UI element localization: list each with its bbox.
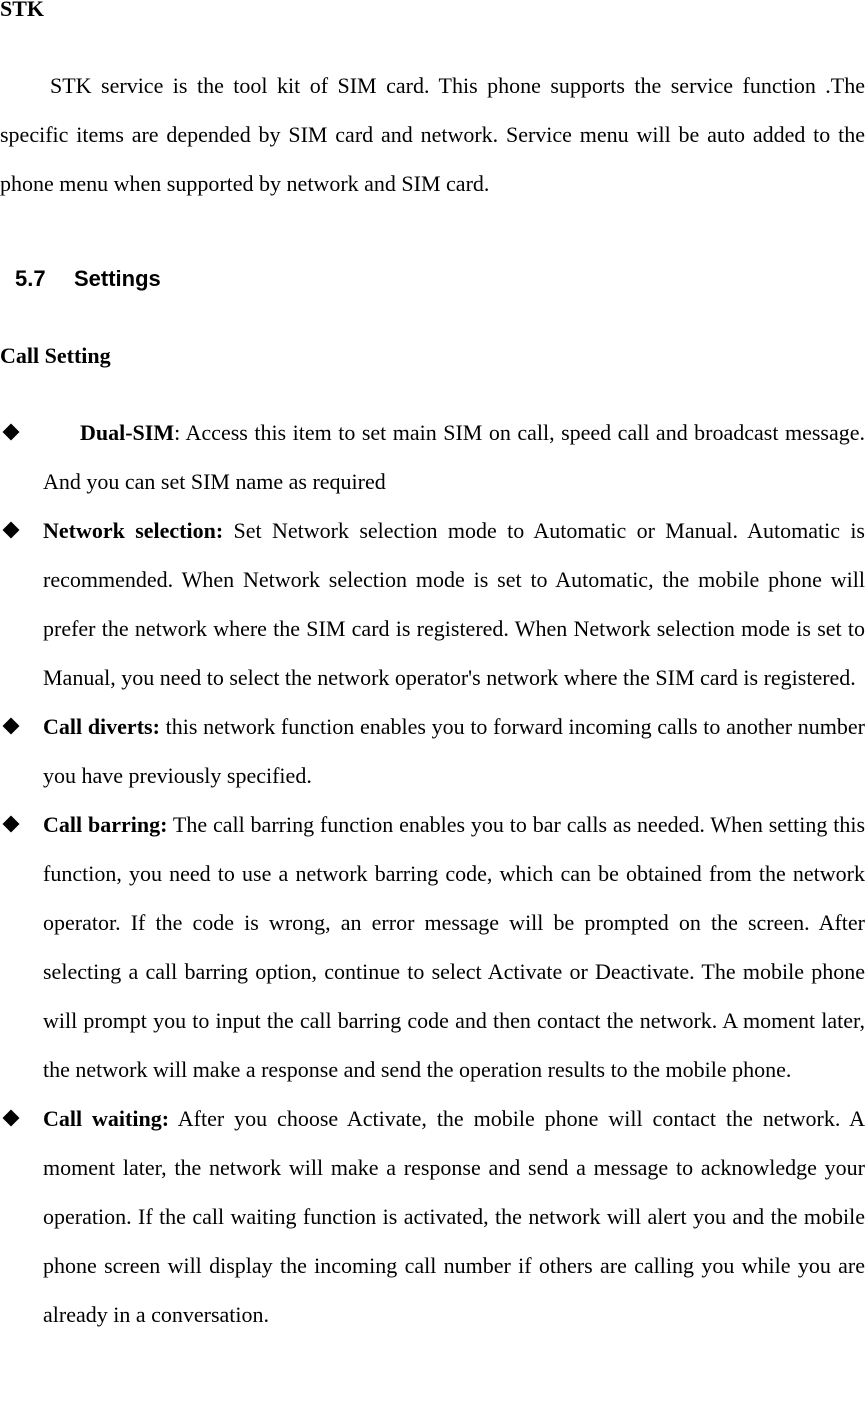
diamond-bullet-icon <box>3 424 20 441</box>
item-term: Call barring: <box>43 812 168 837</box>
diamond-bullet-icon <box>3 718 20 735</box>
item-term: Call diverts: <box>43 714 160 739</box>
diamond-bullet-icon <box>3 816 20 833</box>
call-setting-list <box>0 408 865 1339</box>
item-term: Call waiting: <box>43 1106 170 1131</box>
section-title: Settings <box>74 266 161 291</box>
stk-description: STK service is the tool kit of SIM card. This phone supports the service function .The specific items are depended by SIM card and network. Service menu will be auto added to the phone menu when supported by network and SIM card. <box>0 73 865 196</box>
item-description: this network function enables you to forward incoming calls to another number you have previously specified. <box>43 714 865 788</box>
item-description: The call barring function enables you to bar calls as needed. When setting this function, you need to use a network barring code, which can be obtained from the network operator. If the code is wrong, an error message will be prompted on the screen. After selecting a call barring option, continue to select Activate or Deactivate. The mobile phone will prompt you to input the call barring code and then contact the network. A moment later, the network will make a response and send the operation results to the mobile phone. <box>43 812 865 1082</box>
item-description: Access this item to set main SIM on call, speed call and broadcast message. And you can set SIM name as required <box>43 420 865 494</box>
diamond-bullet-icon <box>3 522 20 539</box>
diamond-bullet-icon <box>3 1110 20 1127</box>
stk-title: STK <box>0 0 45 21</box>
section-heading <box>15 263 161 295</box>
item-description: After you choose Activate, the mobile phone will contact the network. A moment later, the network will make a response and send a message to acknowledge your operation. If the call waiting function is activated, the network will alert you and the mobile phone screen will display the incoming call number if others are calling you while you are already in a conversation. <box>43 1106 865 1327</box>
list-item-call-waiting <box>0 1094 865 1339</box>
list-item-network-selection <box>0 506 865 702</box>
list-item-call-barring <box>0 800 865 1094</box>
item-separator: : <box>174 420 181 445</box>
list-item-call-diverts <box>0 702 865 800</box>
call-setting-heading: Call Setting <box>0 343 111 368</box>
item-term: Dual-SIM <box>80 420 175 445</box>
list-item-dual-sim <box>0 408 865 506</box>
item-term: Network selection: <box>43 518 224 543</box>
section-number: 5.7 <box>15 266 46 291</box>
item-description: Set Network selection mode to Automatic or Manual. Automatic is recommended. When Network selection mode is set to Automatic, the mobile phone will prefer the network where the SIM card is registered. When Network selection mode is set to Manual, you need to select the network operator's network where the SIM card is registered. <box>43 518 865 690</box>
